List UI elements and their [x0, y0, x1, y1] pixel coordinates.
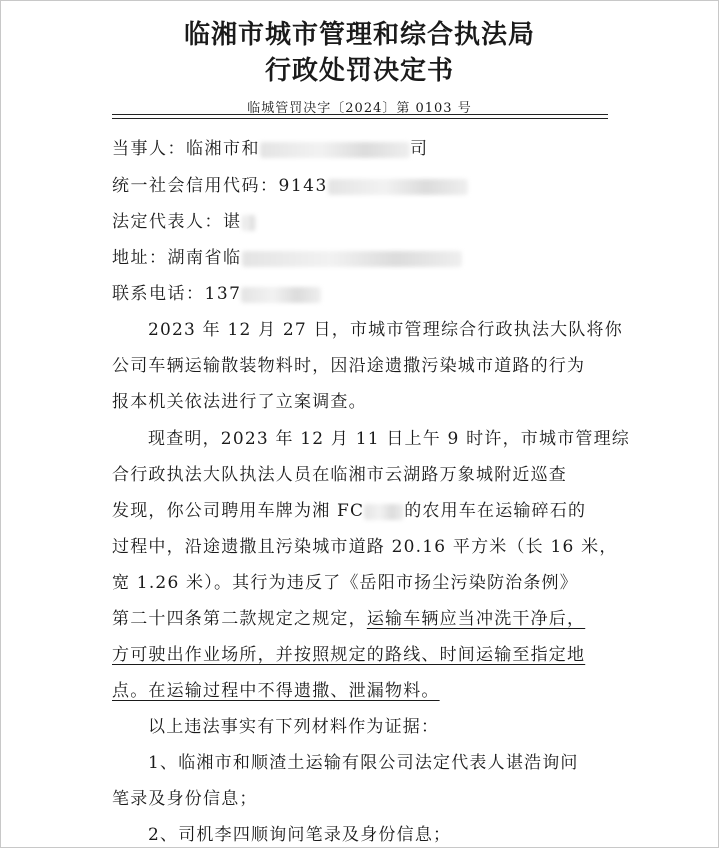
paragraph1-line1: 2023 年 12 月 27 日，市城市管理综合行政执法大队将你: [148, 320, 623, 340]
underlined-regulation-line2: 方可驶出作业场所，并按照规定的路线、时间运输至指定地: [112, 645, 586, 665]
document-title-line1: 临湘市城市管理和综合执法局: [183, 20, 535, 50]
paragraph2-line2: 合行政执法大队执法人员在临湘市云湖路万象城附近巡查: [112, 465, 567, 485]
underlined-regulation-line3: 点。在运输过程中不得遗撒、泄漏物料。: [112, 681, 440, 701]
address-label: 地址：: [112, 248, 168, 268]
header-rule-top: [112, 114, 608, 115]
redacted-credit-code: [328, 179, 468, 195]
paragraph2-line6-start: 第二十四条第二款规定之规定，: [112, 609, 367, 629]
phone-value: 137: [204, 284, 242, 304]
legal-rep-value: 谌: [223, 212, 242, 232]
address-value: 湖南省临: [167, 248, 242, 268]
address-line: [112, 243, 462, 268]
document-title-line2: 行政处罚决定书: [264, 56, 454, 86]
paragraph2-line5: 宽 1.26 米）。其行为违反了《岳阳市扬尘污染防治条例》: [112, 573, 578, 593]
evidence-item1-line1: 1、临湘市和顺渣土运输有限公司法定代表人谌浩询问: [148, 753, 579, 773]
party-name-label: 当事人：: [112, 139, 186, 159]
legal-rep-line: [112, 207, 256, 232]
underlined-regulation-start: 运输车辆应当冲洗干净后，: [366, 609, 586, 629]
paragraph2-line3-start: 发现，你公司聘用车牌为湘 FC: [112, 501, 365, 521]
evidence-item1-line2: 笔录及身份信息；: [112, 789, 258, 809]
redacted-phone: [241, 287, 321, 303]
credit-code-line: [112, 171, 468, 196]
paragraph2-line3: [112, 496, 586, 521]
redacted-name: [260, 142, 410, 158]
paragraph2-line3-end: 的农用车在运输碎石的: [404, 501, 587, 521]
credit-code-value: 9143: [278, 176, 328, 196]
evidence-intro: 以上违法事实有下列材料作为证据：: [148, 717, 440, 737]
redacted-address: [242, 251, 462, 267]
party-name-tail: 司: [410, 139, 429, 159]
credit-code-label: 统一社会信用代码：: [112, 176, 279, 196]
redacted-plate: [364, 504, 404, 520]
evidence-item2: 2、司机李四顺询问笔录及身份信息；: [148, 825, 452, 845]
paragraph2-line1: 现查明，2023 年 12 月 11 日上午 9 时许，市城市管理综: [148, 429, 630, 449]
legal-rep-label: 法定代表人：: [112, 212, 223, 232]
document-number: 临城管罚决字〔2024〕第 0103 号: [247, 101, 472, 116]
phone-label: 联系电话：: [112, 284, 205, 304]
redacted-legal-rep: [242, 215, 256, 231]
party-name-value: 临湘市和: [186, 139, 260, 159]
paragraph2-line6: [112, 604, 585, 629]
paragraph2-line4: 过程中，沿途遗撒且污染城市道路 20.16 平方米（长 16 米，: [112, 537, 618, 557]
paragraph1-line2: 公司车辆运输散装物料时，因沿途遗撒污染城市道路的行为: [112, 356, 586, 376]
party-name-line: [112, 134, 429, 159]
paragraph1-line3: 报本机关依法进行了立案调查。: [112, 392, 367, 412]
phone-line: [112, 279, 321, 304]
header-rule-bottom: [112, 118, 608, 119]
